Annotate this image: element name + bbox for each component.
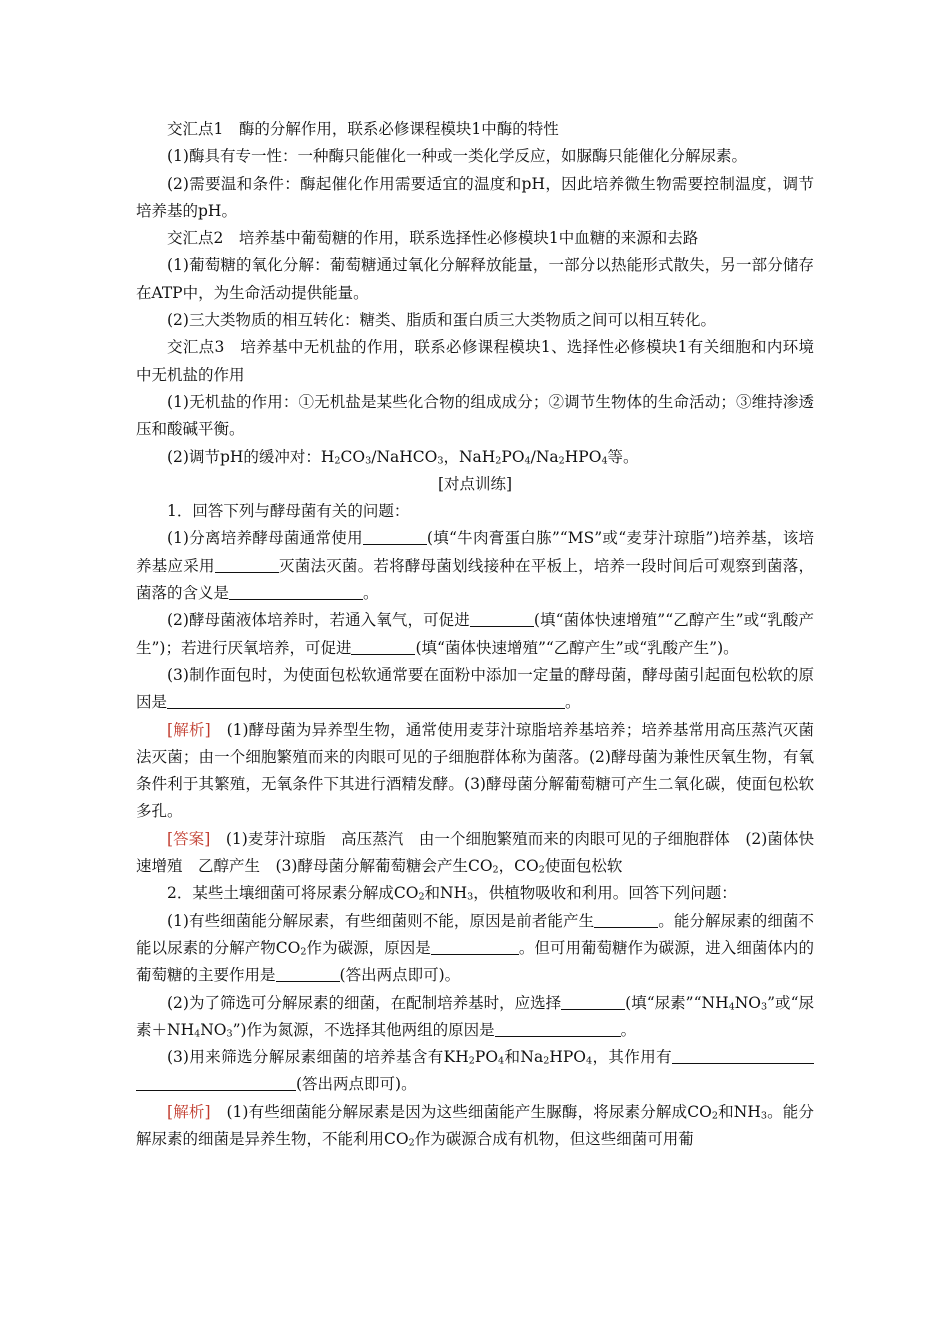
junction-1-point-2: (2)需要温和条件：酶起催化作用需要适宜的温度和pH，因此培养微生物需要控制温度，调节培养基的pH。 xyxy=(136,174,814,220)
junction-3-heading: 交汇点3 培养基中无机盐的作用，联系必修课程模块1、选择性必修模块1有关细胞和内环境中无机盐的作用 xyxy=(136,338,814,384)
question-2-part-1: (1)有些细菌能分解尿素，有些细菌则不能，原因是前者能产生 。能分解尿素的细菌不能以尿素的分解产物$CO_2$作为碳源，原因是 。但可用葡萄糖作为碳源，进入细菌体内的葡萄糖的主要作用是 (答出两点即可)。 xyxy=(136,911,814,985)
answer-blank xyxy=(229,584,363,601)
answer-blank xyxy=(561,993,625,1010)
answer-blank xyxy=(136,1075,296,1092)
analysis-tag: [解析] xyxy=(167,720,211,739)
answer-blank xyxy=(594,911,658,928)
answer-blank xyxy=(167,693,565,710)
question-2-stem: 2．某些土壤细菌可将尿素分解成$CO_2$和$NH_3$，供植物吸收和利用。回答下列问题： xyxy=(167,884,737,903)
question-2-part-3: (3)用来筛选分解尿素细菌的培养基含有$KH_2PO_4$和$Na_2HPO_4$，其作用有(答出两点即可)。 xyxy=(136,1044,814,1099)
question-1-part-2: (2)酵母菌液体培养时，若通入氧气，可促进 (填“菌体快速增殖”“乙醇产生”或“乳酸产生”)；若进行厌氧培养，可促进 (填“菌体快速增殖”“乙醇产生”或“乳酸产生”)。 xyxy=(136,611,814,657)
answer-blank xyxy=(363,529,427,546)
document-page xyxy=(136,116,814,1153)
answer-1-answer: [答案] (1)麦芽汁琼脂 高压蒸汽 由一个细胞繁殖而来的肉眼可见的子细胞群体 (2)菌体快速增殖 乙醇产生 (3)酵母菌分解葡萄糖会产生$CO_2$，$CO_2$使面包松软 xyxy=(136,829,814,876)
section-title: [对点训练] xyxy=(437,474,513,493)
answer-blank xyxy=(215,556,279,573)
junction-3-point-2: (2)调节pH的缓冲对：$H_2CO_3/NaHCO_3$，$NaH_2PO_4/Na_2HPO_4$等。 xyxy=(167,447,639,466)
junction-3-point-1: (1)无机盐的作用：①无机盐是某些化合物的组成成分；②调节生物体的生命活动；③维持渗透压和酸碱平衡。 xyxy=(136,392,814,439)
junction-2-point-2: (2)三大类物质的相互转化：糖类、脂质和蛋白质三大类物质之间可以相互转化。 xyxy=(167,311,716,330)
answer-blank xyxy=(351,638,415,655)
answer-blank xyxy=(470,611,534,628)
question-1-part-1: (1)分离培养酵母菌通常使用 (填“牛肉膏蛋白胨”“MS”或“麦芽汁琼脂”)培养基，该培养基应采用 灭菌法灭菌。若将酵母菌划线接种在平板上，培养一段时间后可观察到菌落，菌落的含义是 。 xyxy=(136,529,814,603)
answer-1-analysis: [解析] (1)酵母菌为异养型生物，通常使用麦芽汁琼脂培养基培养；培养基常用高压蒸汽灭菌法灭菌；由一个细胞繁殖而来的肉眼可见的子细胞群体称为菌落。(2)酵母菌为兼性厌氧生物，有氧条件利于其繁殖，无氧条件下其进行酒精发酵。(3)酵母菌分解葡萄糖可产生二氧化碳，使面包松软多孔。 xyxy=(136,720,814,821)
answer-blank xyxy=(672,1048,814,1065)
answer-2-analysis: [解析] (1)有些细菌能分解尿素是因为这些细菌能产生脲酶，将尿素分解成$CO_2$和$NH_3$。能分解尿素的细菌是异养生物，不能利用$CO_2$作为碳源合成有机物，但这些细菌可用葡 xyxy=(136,1102,814,1149)
question-1-stem: 1．回答下列与酵母菌有关的问题： xyxy=(167,502,410,521)
analysis-tag: [解析] xyxy=(167,1102,211,1121)
junction-2-point-1: (1)葡萄糖的氧化分解：葡萄糖通过氧化分解释放能量，一部分以热能形式散失，另一部分储存在ATP中，为生命活动提供能量。 xyxy=(136,256,814,302)
question-1-part-3: (3)制作面包时，为使面包松软通常要在面粉中添加一定量的酵母菌，酵母菌引起面包松软的原因是 。 xyxy=(136,665,814,712)
answer-blank xyxy=(431,938,519,955)
junction-2-heading: 交汇点2 培养基中葡萄糖的作用，联系选择性必修模块1中血糖的来源和去路 xyxy=(167,229,699,248)
question-2-part-2: (2)为了筛选可分解尿素的细菌，在配制培养基时，应选择 (填“尿素$”“NH_4NO_3$”或“尿素$+NH_4NO_3$”)作为氮源，不选择其他两组的原因是 。 xyxy=(136,993,814,1040)
answer-tag: [答案] xyxy=(167,829,211,848)
answer-blank xyxy=(495,1020,621,1037)
junction-1-heading: 交汇点1 酶的分解作用，联系必修课程模块1中酶的特性 xyxy=(167,120,559,138)
answer-blank xyxy=(276,966,340,983)
junction-1-point-1: (1)酶具有专一性：一种酶只能催化一种或一类化学反应，如脲酶只能催化分解尿素。 xyxy=(167,147,747,166)
